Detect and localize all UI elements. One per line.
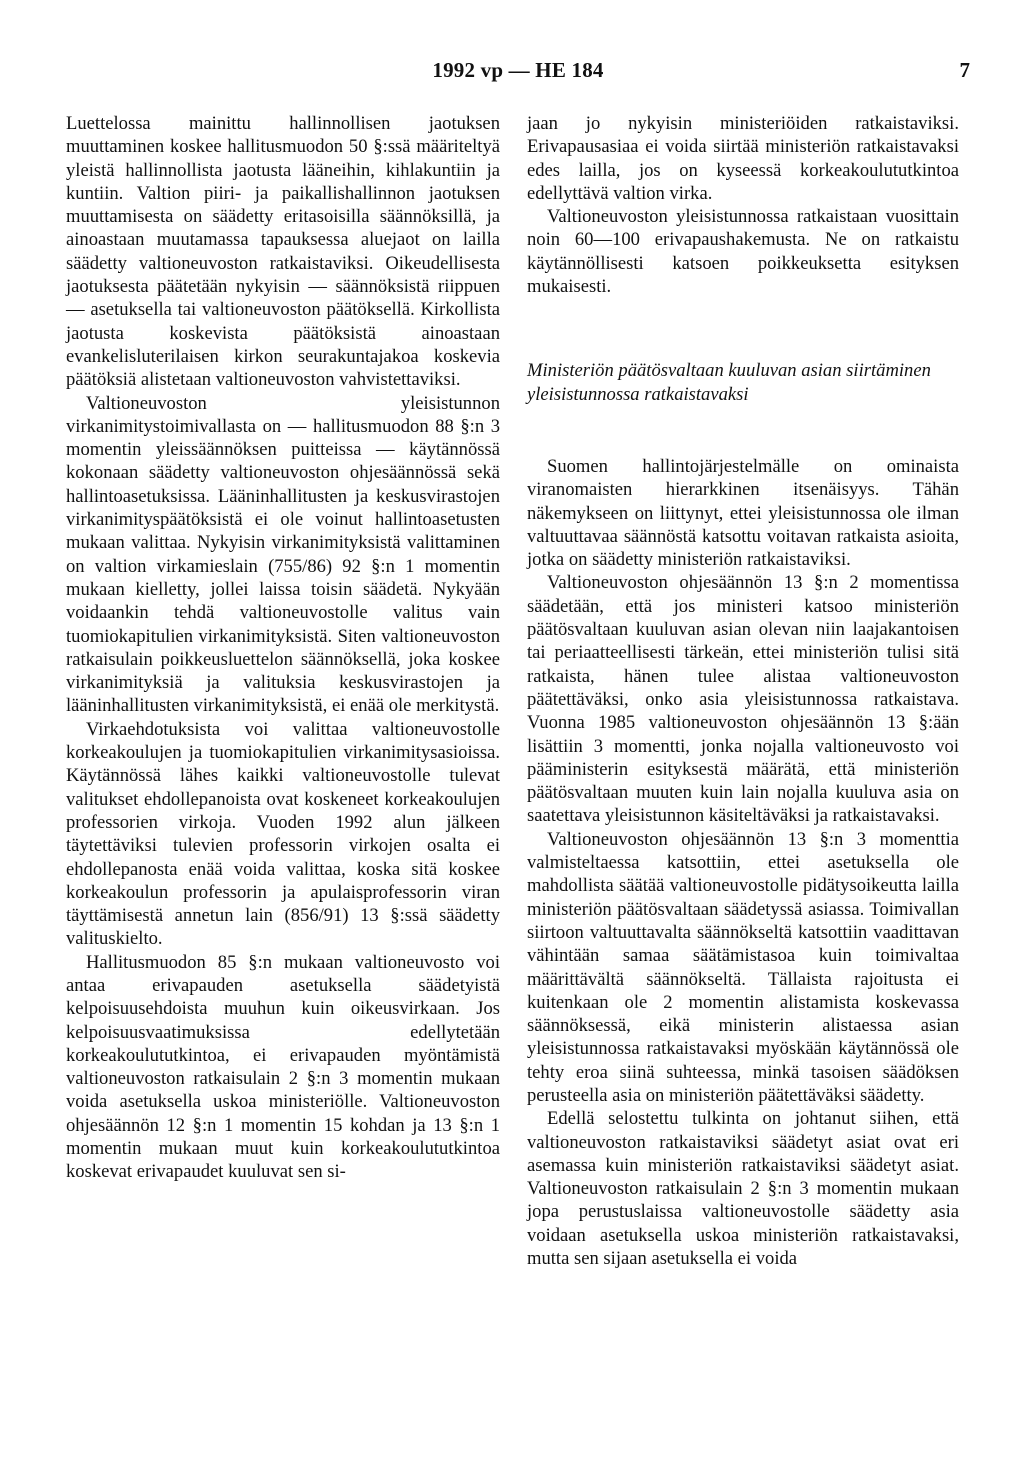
paragraph: Valtioneuvoston ohjesäännön 13 §:n 2 momentissa säädetään, että jos ministeri katsoo ministeriön päätösvaltaan kuuluvan asian olevan niin laajakantoisen tai periaatteellisesti tärkeän, ettei ministeriön tulisi sitä ratkaista, hänen tulee alistaa valtioneuvoston päätettäväksi, onko asia yleisistunnossa ratkaistava. Vuonna 1985 valtioneuvoston ohjesäännön 13 §:ään lisättiin 3 momentti, jonka nojalla valtioneuvosto voi pääministerin esityksestä määrätä, että ministeriön päätösvaltaan muuten kuin lain nojalla kuuluva asia on saatettava yleisistunnon käsiteltäväksi ja ratkaistavaksi. [527, 572, 959, 827]
paragraph: Luettelossa mainittu hallinnollisen jaotuksen muuttaminen koskee hallitusmuodon 50 §:ssä määriteltyä yleistä hallinnollista jaotusta lääneihin, kihlakuntiin ja kuntiin. Valtion piiri- ja paikallishallinnon jaotuksen muuttamisesta on säädetty eritasoisilla säännöksillä, ja ainoastaan muutamassa tapauksessa aluejaot on lailla säädetty valtioneuvoston ratkaistaviksi. Oikeudellisesta jaotuksesta päätetään nykyisin — säännöksistä riippuen — asetuksella tai valtioneuvoston päätöksellä. Kirkollista jaotusta koskevista päätöksistä ainoastaan evankelisluterilaisen kirkon seurakuntajakoa koskevia päätöksiä alistetaan valtioneuvoston vahvistettaviksi. [66, 113, 500, 391]
paragraph: Valtioneuvoston yleisistunnossa ratkaistaan vuosittain noin 60—100 erivapaushakemusta. Ne on ratkaistu käytännöllisesti katsoen poikkeuksetta esityksen mukaisesti. [527, 206, 959, 298]
left-column [66, 112, 500, 1184]
paragraph: jaan jo nykyisin ministeriöiden ratkaistaviksi. Erivapausasiaa ei voida siirtää ministeriön ratkaistavaksi edes lailla, jos on kyseessä korkeakoulututkintoa edellyttävä valtion virka. [527, 113, 959, 204]
paragraph: Edellä selostettu tulkinta on johtanut siihen, että valtioneuvoston ratkaistaviksi säädetyt asiat ovat eri asemassa kuin ministeriön ratkaistaviksi säädetyt asiat. Valtioneuvoston ratkaisulain 2 §:n 3 momentin mukaan jopa perustuslaissa valtioneuvostolle säädetty asia voidaan asetuksella uskoa ministeriön ratkaistavaksi, mutta sen sijaan asetuksella ei voida [527, 1108, 959, 1270]
paragraph: Virkaehdotuksista voi valittaa valtioneuvostolle korkeakoulujen ja tuomiokapitulien virkanimitysasioissa. Käytännössä lähes kaikki valtioneuvostolle tulevat valitukset ehdollepanoista ovat koskeneet korkeakoulujen professorien virkoja. Vuoden 1992 alun jälkeen täytettäviksi tulevien professorin virkojen osalta ei ehdollepanosta enää voida valittaa, koska sitä koskee korkeakoulun professorin ja apulaisprofessorin viran täyttämisestä annetun lain (856/91) 13 §:ssä säädetty valituskielto. [66, 718, 500, 950]
right-column [527, 112, 959, 1270]
page-number: 7 [959, 58, 970, 82]
paragraph: Valtioneuvoston yleisistunnon virkanimitystoimivallasta on — hallitusmuodon 88 §:n 3 momentin yleissäännöksen puitteissa — käytännössä kokonaan säädetty valtioneuvoston ohjesäännössä sekä hallintoasetuksissa. Lääninhallitusten ja keskusvirastojen virkanimityspäätöksistä ei ole voinut hallintoasetusten mukaan valittaa. Nykyisin virkanimityksistä valittaminen on valtion virkamieslain (755/86) 92 §:n 1 momentin mukaan kielletty, jollei laissa toisin säädetä. Nykyään voidaankin tehdä valtioneuvostolle valitus vain tuomiokapitulien virkanimityksistä. Siten valtioneuvoston ratkaisulain poikkeusluettelon säännöksellä, joka koskee virkanimityksiä ja valituksia keskusvirastojen ja lääninhallitusten virkanimityksistä, ei enää ole merkitystä. [66, 392, 500, 717]
paragraph: Suomen hallintojärjestelmälle on ominaista viranomaisten hierarkkinen itsenäisyys. Tähän näkemykseen on liittynyt, ettei yleisistunnossa ole ilman valtuuttavaa säännöstä katsottu voitavan ratkaista asioita, jotka on säädetty ministeriön ratkaistaviksi. [527, 455, 959, 571]
paragraph: Hallitusmuodon 85 §:n mukaan valtioneuvosto voi antaa erivapauden asetuksella säädetyistä kelpoisuusehdoista muuhun kuin oikeusvirkaan. Jos kelpoisuusvaatimuksissa edellytetään korkeakoulututkintoa, ei erivapauden myöntämistä valtioneuvoston ratkaisulain 2 §:n 3 momentin mukaan voida asetuksella uskoa ministeriölle. Valtioneuvoston ohjesäännön 12 §:n 1 momentin 15 kohdan ja 13 §:n 1 momentin mukaan muut kuin korkeakoulututkintoa koskevat erivapaudet kuuluvat sen si- [66, 951, 500, 1183]
page-header [66, 58, 970, 88]
header-title: 1992 vp — HE 184 [432, 58, 604, 82]
paragraph: Valtioneuvoston ohjesäännön 13 §:n 3 momenttia valmisteltaessa katsottiin, ettei asetuksella ole mahdollista säätää valtioneuvostolle pidätysoikeutta lailla ministeriön päätösvaltaan säädetyssä asiassa. Toimivallan siirtoon valtuuttavalta säännökseltä katsottiin vaadittavan vähintään samaa säätämistasoa kuin toimivaltaa määrittävältä säännökseltä. Tällaista rajoitusta ei kuitenkaan ole 2 momentin alistamista koskevassa säännöksessä, eikä ministerin alistaessa asian yleisistunnossa ratkaistavaksi myöskään käytännössä ole tehty eroa siinä suhteessa, minkä tasoisen säädöksen perusteella asia on ministeriön päätettäväksi säädetty. [527, 828, 959, 1106]
section-heading: Ministeriön päätösvaltaan kuuluvan asian siirtäminen yleisistunnossa ratkaistavaksi [527, 360, 931, 405]
